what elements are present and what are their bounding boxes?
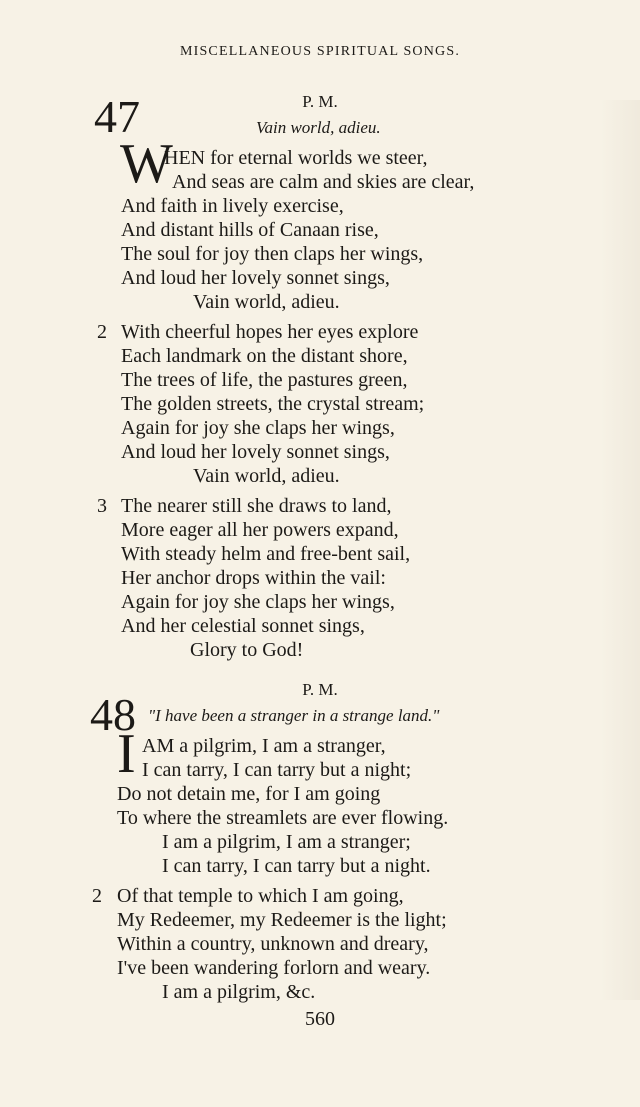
hymn-47-s2-refrain: Vain world, adieu. xyxy=(193,465,340,487)
hymn-47-verse-2-number: 2 xyxy=(97,321,107,343)
hymn-48-s1-line: Do not detain me, for I am going xyxy=(117,783,381,805)
hymn-47-dropcap: W xyxy=(120,133,173,195)
hymn-48-s1-line: AM a pilgrim, I am a stranger, xyxy=(142,735,386,757)
hymn-48-s2-line: I've been wandering forlorn and weary. xyxy=(117,957,431,979)
running-header: MISCELLANEOUS SPIRITUAL SONGS. xyxy=(179,44,461,59)
hymn-number-48: 48 xyxy=(90,689,136,740)
page-edge-shading xyxy=(600,100,640,1000)
hymn-47-s1-line: And loud her lovely sonnet sings, xyxy=(121,267,390,289)
hymn-47-s3-line: The nearer still she draws to land, xyxy=(121,495,392,517)
hymn-48-s2-line: Within a country, unknown and dreary, xyxy=(117,933,429,955)
hymn-47-s1-line: And seas are calm and skies are clear, xyxy=(172,171,475,193)
hymn-48-s2-line: My Redeemer, my Redeemer is the light; xyxy=(117,909,447,931)
hymn-47-tune: Vain world, adieu. xyxy=(256,118,381,137)
hymn-47-s1-line: HEN for eternal worlds we steer, xyxy=(164,147,428,169)
hymn-number-47: 47 xyxy=(94,91,140,142)
hymn-47-meter: P. M. xyxy=(302,92,338,111)
hymn-47-s1-line: And faith in lively exercise, xyxy=(121,195,344,217)
hymn-47-s2-line: With cheerful hopes her eyes explore xyxy=(121,321,419,343)
hymn-48-verse-2-number: 2 xyxy=(92,885,102,907)
hymn-47-s1-line: The soul for joy then claps her wings, xyxy=(121,243,424,265)
hymn-48-s1-line: I can tarry, I can tarry but a night. xyxy=(162,855,431,877)
hymn-48-meter: P. M. xyxy=(302,680,338,699)
hymn-47-s2-line: And loud her lovely sonnet sings, xyxy=(121,441,390,463)
hymn-48-dropcap: I xyxy=(117,723,136,785)
hymn-48-tune: "I have been a stranger in a strange land." xyxy=(148,706,440,725)
hymn-48-s2-line: Of that temple to which I am going, xyxy=(117,885,404,907)
hymn-47-s2-line: The trees of life, the pastures green, xyxy=(121,369,408,391)
hymn-48-s1-line: I can tarry, I can tarry but a night; xyxy=(142,759,412,781)
hymn-48-s1-line: To where the streamlets are ever flowing. xyxy=(117,807,449,829)
hymn-47-s3-line: With steady helm and free-bent sail, xyxy=(121,543,411,565)
hymn-47-s3-line: And her celestial sonnet sings, xyxy=(121,615,365,637)
hymn-47-s3-refrain: Glory to God! xyxy=(190,639,304,661)
hymn-48-s1-line: I am a pilgrim, I am a stranger; xyxy=(162,831,411,853)
hymn-47-s2-line: Again for joy she claps her wings, xyxy=(121,417,395,439)
hymn-47-s3-line: Her anchor drops within the vail: xyxy=(121,567,386,589)
hymn-47-s1-line: And distant hills of Canaan rise, xyxy=(121,219,379,241)
hymn-47-s2-line: Each landmark on the distant shore, xyxy=(121,345,408,367)
hymn-47-s2-line: The golden streets, the crystal stream; xyxy=(121,393,425,415)
hymn-47-s3-line: Again for joy she claps her wings, xyxy=(121,591,395,613)
hymn-47-s3-line: More eager all her powers expand, xyxy=(121,519,399,541)
hymn-47-verse-3-number: 3 xyxy=(97,495,107,517)
hymn-48-s2-refrain: I am a pilgrim, &c. xyxy=(162,981,316,1003)
page-number: 560 xyxy=(305,1008,335,1030)
hymn-47-s1-refrain: Vain world, adieu. xyxy=(193,291,340,313)
